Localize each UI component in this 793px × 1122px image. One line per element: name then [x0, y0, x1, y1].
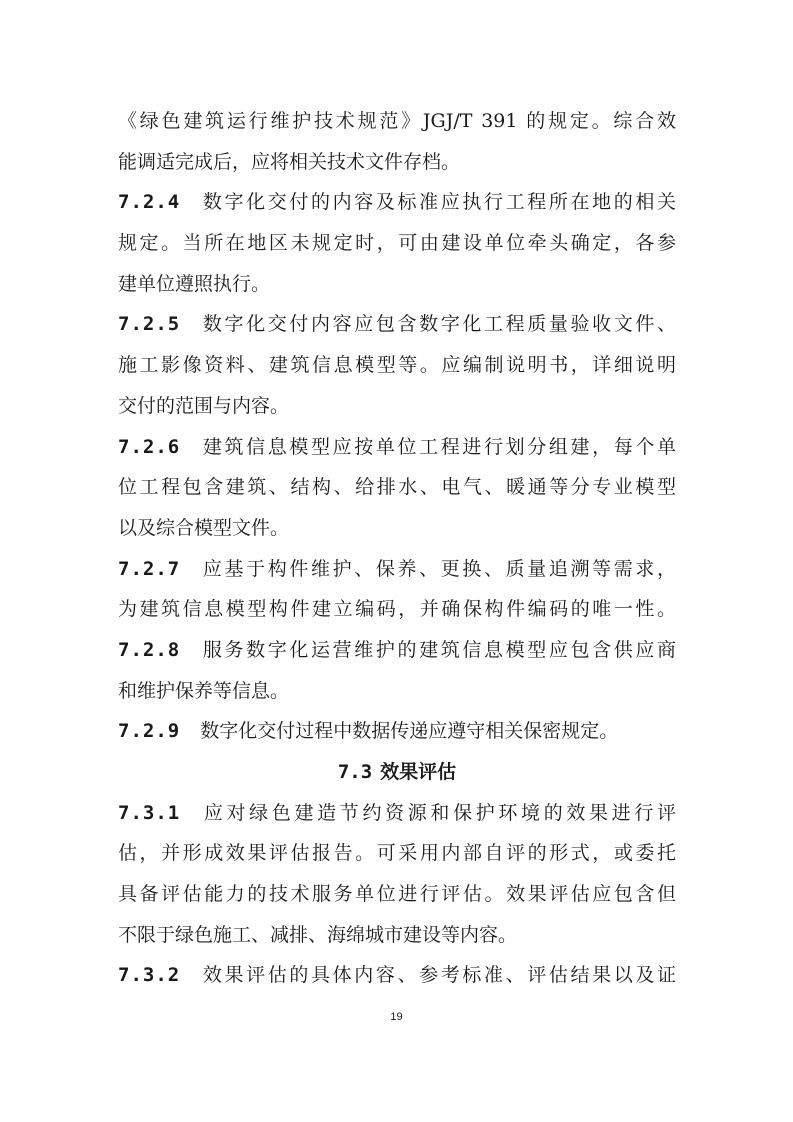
page-number: 19	[390, 1011, 403, 1023]
section-number: 7.3	[337, 761, 373, 783]
clause-line: 交付的范围与内容。	[118, 394, 290, 417]
paragraph-line: 能调适完成后，应将相关技术文件存档。	[118, 150, 461, 173]
clause-line: 估，并形成效果评估报告。可采用内部自评的形式，或委托	[118, 842, 676, 865]
clause-line: 规定。当所在地区未规定时，可由建设单位牵头确定，各参	[118, 232, 676, 255]
clause-7-2-7	[118, 549, 676, 590]
clause-text: 建筑信息模型应按单位工程进行划分组建，每个单	[200, 435, 676, 458]
clause-number: 7.2.7	[118, 557, 181, 580]
section-title: 效果评估	[380, 761, 457, 783]
clause-text: 服务数字化运营维护的建筑信息模型应包含供应商	[200, 638, 676, 661]
clause-line: 以及综合模型文件。	[118, 516, 290, 539]
clause-number: 7.3.1	[118, 801, 181, 824]
clause-7-2-4	[118, 182, 676, 223]
clause-7-2-5	[118, 304, 676, 345]
clause-7-2-6	[118, 427, 676, 468]
section-heading	[118, 752, 676, 793]
clause-text: 数字化交付内容应包含数字化工程质量验收文件、	[200, 313, 676, 336]
clause-line: 位工程包含建筑、结构、给排水、电气、暖通等分专业模型	[118, 476, 676, 499]
clause-line: 建单位遵照执行。	[118, 272, 271, 295]
clause-7-2-8	[118, 630, 676, 671]
clause-text: 应对绿色建造节约资源和保护环境的效果进行评	[200, 801, 676, 824]
clause-line: 施工影像资料、建筑信息模型等。应编制说明书，详细说明	[118, 354, 676, 377]
clause-number: 7.2.4	[118, 191, 181, 214]
paragraph-line: 《绿色建筑运行维护技术规范》JGJ/T 391 的规定。综合效	[118, 110, 676, 132]
clause-number: 7.2.8	[118, 638, 181, 661]
clause-number: 7.2.9	[118, 720, 181, 743]
clause-text: 效果评估的具体内容、参考标准、评估结果以及证	[200, 964, 676, 987]
clause-number: 7.2.6	[118, 435, 181, 458]
clause-7-3-2	[118, 955, 676, 996]
clause-line: 具备评估能力的技术服务单位进行评估。效果评估应包含但	[118, 883, 676, 906]
page-body	[118, 101, 676, 996]
clause-text: 数字化交付过程中数据传递应遵守相关保密规定。	[200, 720, 619, 743]
clause-text: 数字化交付的内容及标准应执行工程所在地的相关	[200, 191, 676, 214]
clause-line: 和维护保养等信息。	[118, 679, 290, 702]
clause-number: 7.2.5	[118, 313, 181, 336]
clause-text: 应基于构件维护、保养、更换、质量追溯等需求，	[200, 557, 676, 580]
clause-line: 不限于绿色施工、减排、海绵城市建设等内容。	[118, 923, 518, 946]
clause-7-3-1	[118, 793, 676, 834]
clause-line: 为建筑信息模型构件建立编码，并确保构件编码的唯一性。	[118, 598, 676, 621]
clause-number: 7.3.2	[118, 964, 181, 987]
clause-7-2-9	[118, 711, 676, 752]
